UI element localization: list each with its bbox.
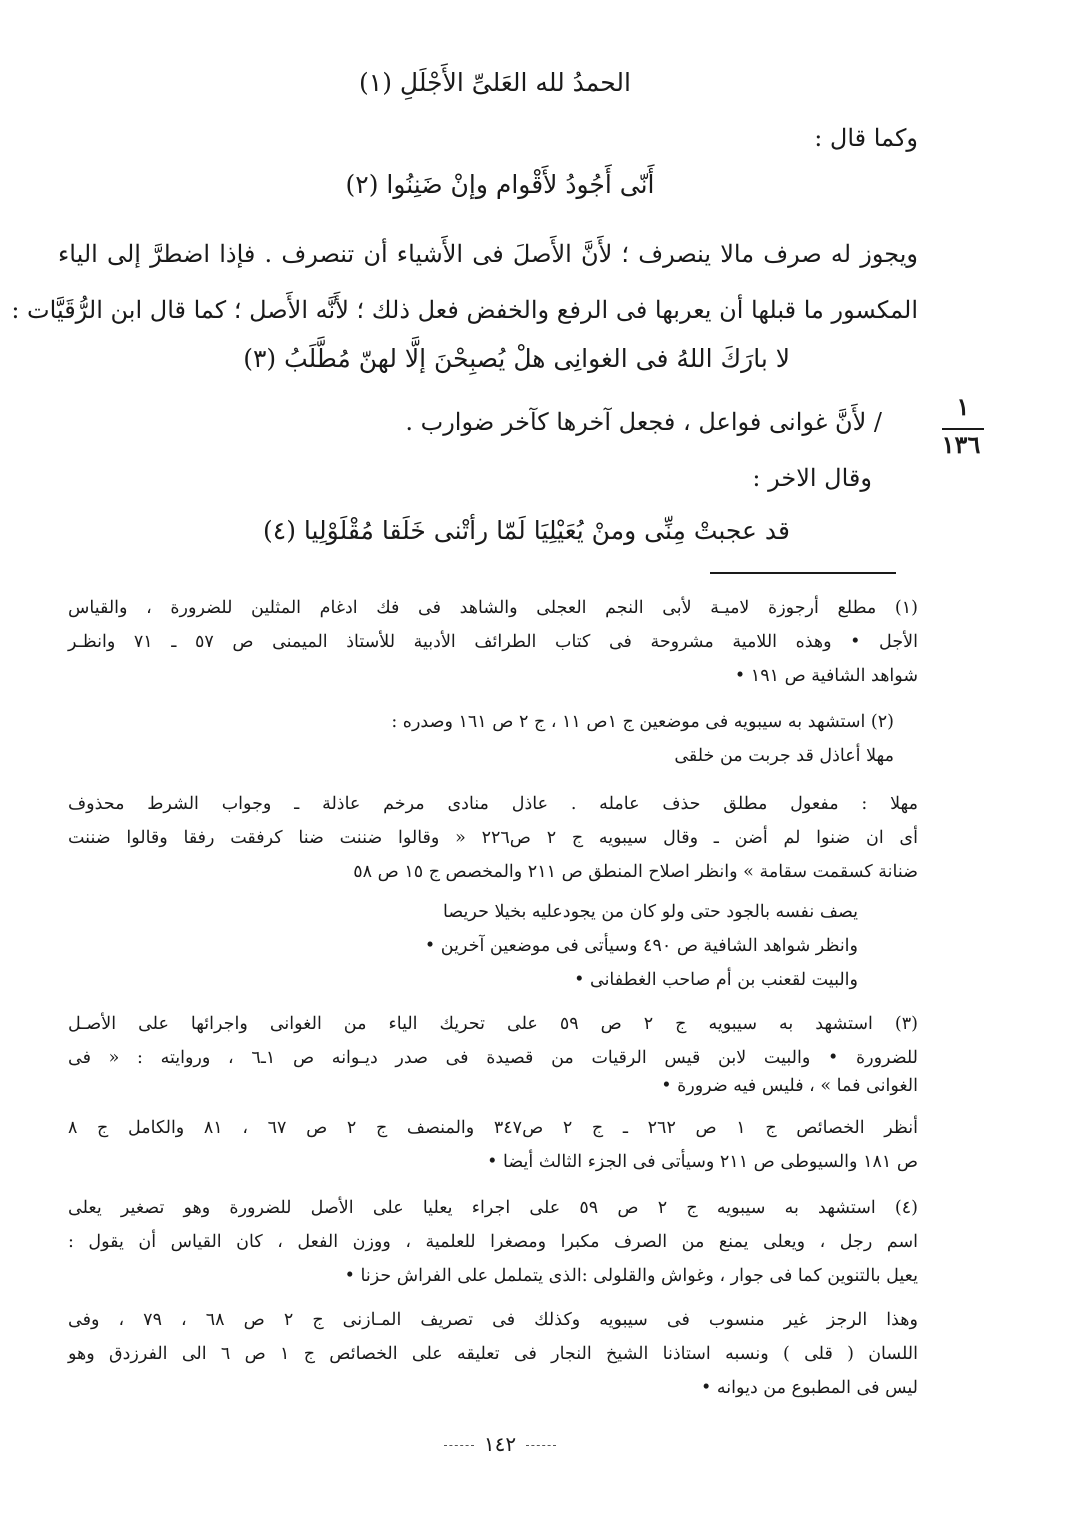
body-paragraph-line: / لأَنَّ غوانى فواعل ، فجعل آخرها كآخر ضوارب . [405,408,882,436]
page-number-dash-right [526,1445,556,1446]
page-number-dash-left [444,1445,474,1446]
page-number [420,1432,580,1456]
footnote-line: (١) مطلع أرجوزة لاميـة لأبى النجم العجلى والشاهد فى فك ادغام المثلين للضرورة ، والقياس [68,598,918,618]
footnote-line: ص ١٨١ والسيوطى ص ٢١١ وسيأتى فى الجزء الثالث أيضا • [487,1152,918,1172]
footnote-line: للضرورة • والبيت لابن قيس الرقيات من قصيدة فى صدر ديـوانه ص ١ـ٦ ، وروايته : « فى [68,1048,919,1068]
footnote-line: أنظر الخصائص ج ١ ص ٢٦٢ ـ ج ٢ ص٣٤٧ والمنصف ج ٢ ص ٦٧ ، ٨١ والكامل ج ٨ [68,1118,918,1138]
page-number-value: ١٤٢ [483,1432,517,1456]
footnote-line: (٢) استشهد به سيبويه فى موضعين ج ١ص ١١ ، ج ٢ ص ١٦١ وصدره : [391,712,894,732]
verse-line: لا بارَكَ اللهُ فى الغوانِى هلْ يُصبِحْنَ إلَّا لهنّ مُطَّلَبُ (٣) [243,344,790,373]
footnote-line: شواهد الشافية ص ١٩١ • [734,666,918,686]
footnote-line: (٣) استشهد به سيبويه ج ٢ ص ٥٩ على تحريك الياء من الغوانى واجرائها على الأصـل [68,1014,918,1034]
margin-folio-top: ١ [956,392,970,421]
footnote-line: وانظر شواهد الشافية ص ٤٩٠ وسيأتى فى موضعين آخرين • [424,936,858,956]
footnote-line: والبيت لقعنب بن أم صاحب الغطفانى • [574,970,858,990]
verse-line: أَنّى أَجُودُ لأَقْوام وإنْ ضَنِنُوا (٢) [345,170,655,199]
footnote-line: اللسان ( قلى ) ونسبه استاذنا الشيخ النجار فى تعليقه على الخصائص ج ١ ص ٦ الى الفرزدق وهو [68,1344,918,1364]
intro-line: وكما قال : [814,124,918,152]
intro-line: وقال الاخر : [752,464,872,492]
footnote-line: ضنانة كسقمت سقامة » وانظر اصلاح المنطق ص ٢١١ والمخصص ج ١٥ ص ٥٨ [353,862,918,882]
footnote-line: مهلا : مفعول مطلق حذف عامله . عاذل منادى مرخم عاذلة ـ وجواب الشرط محذوف [68,794,918,814]
footnote-line: وهذا الرجز غير منسوب فى سيبويه وكذلك فى تصريف المـازنى ج ٢ ص ٦٨ ، ٧٩ ، وفى [68,1310,918,1330]
footnote-line: ليس فى المطبوع من ديوانه • [701,1378,918,1398]
footnote-line: مهلا أعاذل قد جربت من خلقى [674,746,894,766]
footnote-line: أى ان ضنوا لم أضن ـ وقال سيبويه ج ٢ ص٢٢٦ « وقالوا ضننت ضنا كرفقت رفقا وقالوا ضننت [68,828,918,848]
verse-line: قد عجبتْ مِنِّى ومنْ يُعَيْلِيَا لَمّا رأتْنى خَلَقا مُقْلَوْلِيا (٤) [262,516,790,545]
footnote-line: اسم رجل ، ويعلى يمنع من الصرف مكبرا ومصغرا للعلمية ، ووزن الفعل ، كان القياس أن يقول : [68,1232,918,1252]
margin-folio-bottom: ١٣٦ [941,430,981,459]
footnote-line: يصف نفسه بالجود حتى ولو كان من يجودعليه بخيلا حريصا [443,902,858,922]
footnote-line: الغوانى فما » ، فليس فيه ضرورة • [661,1076,918,1096]
footnote-line: يعيل بالتنوين كما فى جوار ، وغواش والقلولى :الذى يتململ على الفراش حزنا • [344,1266,918,1286]
heading-verse: الحمدُ لله العَلىِّ الأَجْلَلِ (١) [359,68,631,97]
body-paragraph-line: ويجوز له صرف مالا ينصرف ؛ لأَنَّ الأَصلَ فى الأَشياء أن تنصرف . فإذا اضطرَّ إلى الياء [58,240,918,268]
footnote-line: (٤) استشهد به سيبويه ج ٢ ص ٥٩ على اجراء يعليا على الأصل للضرورة وهو تصغير يعلى [68,1198,918,1218]
body-paragraph-line: المكسور ما قبلها أن يعربها فى الرفع والخفض فعل ذلك ؛ لأَنَّه الأَصل ؛ كما قال ابن الرُّقَيَّات : [11,296,918,324]
footnote-divider [710,572,896,574]
footnote-line: الأجل • وهذه اللامية مشروحة فى كتاب الطرائف الأدبية للأستاذ الميمنى ص ٥٧ ـ ٧١ وانظـر [68,632,918,652]
